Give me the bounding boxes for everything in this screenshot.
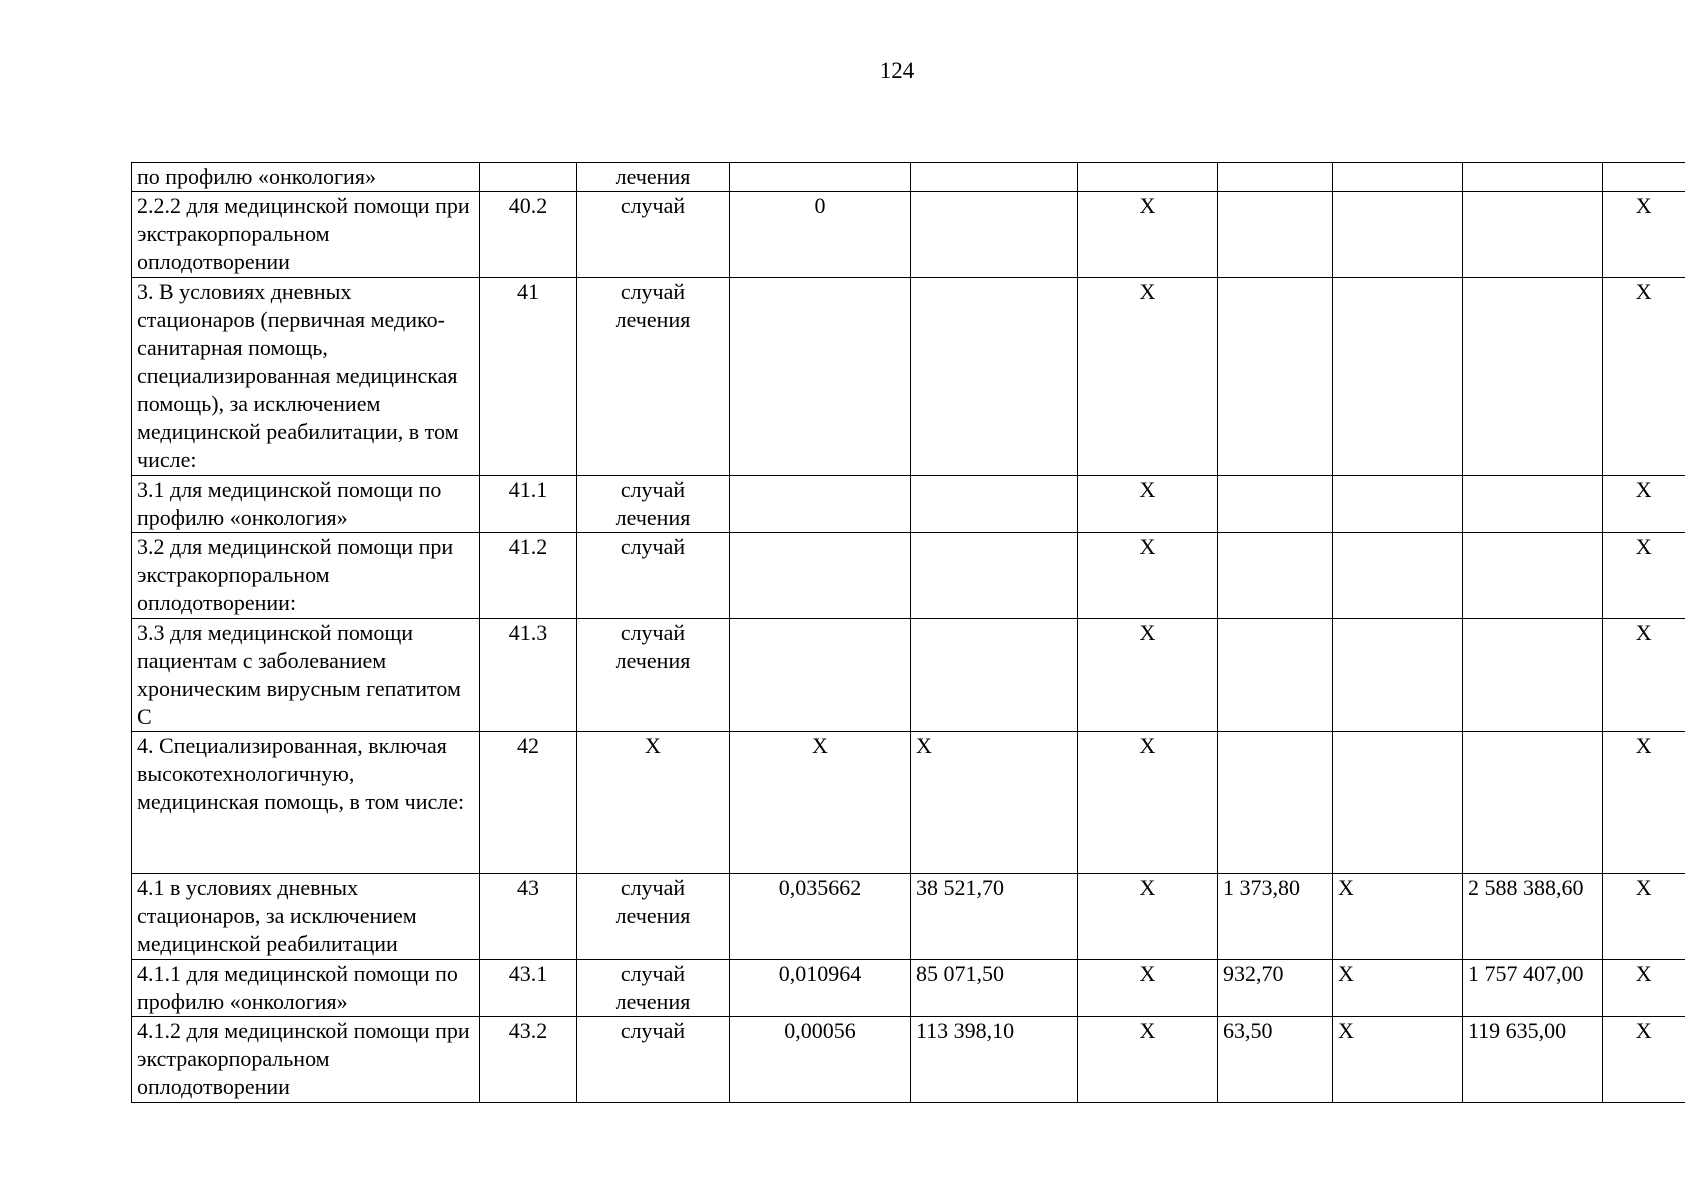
cell-unit: случай лечения: [577, 960, 730, 1017]
cell-col5: [911, 533, 1078, 619]
cell-col4: [730, 163, 911, 192]
cell-col10: X: [1603, 278, 1685, 476]
cell-col10: X: [1603, 874, 1685, 960]
cell-col9: 119 635,00: [1463, 1017, 1603, 1103]
cell-col5: [911, 192, 1078, 278]
cell-col7: [1218, 163, 1333, 192]
cell-col9: [1463, 163, 1603, 192]
cell-col5: 85 071,50: [911, 960, 1078, 1017]
cell-col6: X: [1078, 732, 1218, 874]
cell-col8: [1333, 192, 1463, 278]
cell-col8: [1333, 163, 1463, 192]
cell-col4: [730, 533, 911, 619]
cell-unit: случай: [577, 533, 730, 619]
cell-col9: [1463, 192, 1603, 278]
cell-col4: 0,035662: [730, 874, 911, 960]
cell-col6: X: [1078, 619, 1218, 732]
cell-col5: [911, 278, 1078, 476]
cell-col4: [730, 278, 911, 476]
cell-col6: X: [1078, 192, 1218, 278]
cell-col8: [1333, 619, 1463, 732]
cell-col7: 1 373,80: [1218, 874, 1333, 960]
cell-name: 3.1 для медицинской помощи по профилю «онкология»: [132, 476, 480, 533]
table-row: [132, 278, 1685, 476]
cell-col9: 2 588 388,60: [1463, 874, 1603, 960]
cell-name: 3. В условиях дневных стационаров (первичная медико-санитарная помощь, специализированная медицинская помощь), за исключением медицинской реабилитации, в том числе:: [132, 278, 480, 476]
cell-name: 3.2 для медицинской помощи при экстракорпоральном оплодотворении:: [132, 533, 480, 619]
cell-col9: [1463, 278, 1603, 476]
table-row: [132, 874, 1685, 960]
cell-col7: [1218, 278, 1333, 476]
cell-col7: 63,50: [1218, 1017, 1333, 1103]
cell-unit: случай: [577, 1017, 730, 1103]
cell-code: 43.1: [480, 960, 577, 1017]
cell-col10: X: [1603, 732, 1685, 874]
cell-col4: [730, 476, 911, 533]
cell-col8: X: [1333, 1017, 1463, 1103]
cell-unit: случай лечения: [577, 476, 730, 533]
cell-col10: X: [1603, 1017, 1685, 1103]
cell-name: 4.1 в условиях дневных стационаров, за исключением медицинской реабилитации: [132, 874, 480, 960]
cell-col10: X: [1603, 192, 1685, 278]
cell-col4: 0,010964: [730, 960, 911, 1017]
table-row: [132, 192, 1685, 278]
cell-col6: X: [1078, 874, 1218, 960]
cell-code: 41: [480, 278, 577, 476]
cell-col8: [1333, 732, 1463, 874]
cell-code: 41.2: [480, 533, 577, 619]
cell-col9: [1463, 476, 1603, 533]
table-row: [132, 1017, 1685, 1103]
cell-col10: X: [1603, 476, 1685, 533]
cell-col4: X: [730, 732, 911, 874]
data-table: [131, 162, 1685, 1103]
cell-col9: [1463, 533, 1603, 619]
cell-col9: [1463, 732, 1603, 874]
cell-col5: [911, 619, 1078, 732]
cell-col6: [1078, 163, 1218, 192]
cell-unit: X: [577, 732, 730, 874]
cell-col7: [1218, 533, 1333, 619]
cell-col6: X: [1078, 278, 1218, 476]
cell-code: [480, 163, 577, 192]
table-row: [132, 732, 1685, 874]
cell-name: 4.1.1 для медицинской помощи по профилю «онкология»: [132, 960, 480, 1017]
cell-name: по профилю «онкология»: [132, 163, 480, 192]
cell-col4: 0: [730, 192, 911, 278]
cell-col8: [1333, 278, 1463, 476]
cell-col7: [1218, 732, 1333, 874]
cell-col6: X: [1078, 1017, 1218, 1103]
cell-name: 3.3 для медицинской помощи пациентам с заболеванием хроническим вирусным гепатитом С: [132, 619, 480, 732]
cell-col10: [1603, 163, 1685, 192]
cell-col10: X: [1603, 619, 1685, 732]
cell-code: 41.3: [480, 619, 577, 732]
cell-col5: [911, 476, 1078, 533]
cell-code: 41.1: [480, 476, 577, 533]
cell-col10: X: [1603, 960, 1685, 1017]
cell-code: 43: [480, 874, 577, 960]
table-row: [132, 163, 1685, 192]
cell-col6: X: [1078, 476, 1218, 533]
cell-col6: X: [1078, 960, 1218, 1017]
cell-code: 40.2: [480, 192, 577, 278]
cell-name: 4.1.2 для медицинской помощи при экстракорпоральном оплодотворении: [132, 1017, 480, 1103]
cell-col7: [1218, 476, 1333, 533]
cell-col5: X: [911, 732, 1078, 874]
cell-col9: 1 757 407,00: [1463, 960, 1603, 1017]
cell-col7: [1218, 192, 1333, 278]
cell-col8: [1333, 533, 1463, 619]
cell-col9: [1463, 619, 1603, 732]
cell-unit: случай лечения: [577, 619, 730, 732]
cell-unit: случай лечения: [577, 874, 730, 960]
cell-col5: 38 521,70: [911, 874, 1078, 960]
cell-col5: [911, 163, 1078, 192]
cell-name: 4. Специализированная, включая высокотехнологичную, медицинская помощь, в том числе:: [132, 732, 480, 874]
cell-col10: X: [1603, 533, 1685, 619]
table-row: [132, 960, 1685, 1017]
table-row: [132, 476, 1685, 533]
cell-col8: X: [1333, 874, 1463, 960]
cell-col5: 113 398,10: [911, 1017, 1078, 1103]
page-number: 124: [879, 58, 915, 83]
cell-code: 43.2: [480, 1017, 577, 1103]
cell-unit: случай: [577, 192, 730, 278]
table-row: [132, 533, 1685, 619]
cell-code: 42: [480, 732, 577, 874]
table-row: [132, 619, 1685, 732]
cell-col8: [1333, 476, 1463, 533]
cell-name: 2.2.2 для медицинской помощи при экстракорпоральном оплодотворении: [132, 192, 480, 278]
cell-col4: [730, 619, 911, 732]
cell-col4: 0,00056: [730, 1017, 911, 1103]
cell-col6: X: [1078, 533, 1218, 619]
cell-unit: лечения: [577, 163, 730, 192]
cell-unit: случай лечения: [577, 278, 730, 476]
cell-col7: [1218, 619, 1333, 732]
cell-col8: X: [1333, 960, 1463, 1017]
cell-col7: 932,70: [1218, 960, 1333, 1017]
